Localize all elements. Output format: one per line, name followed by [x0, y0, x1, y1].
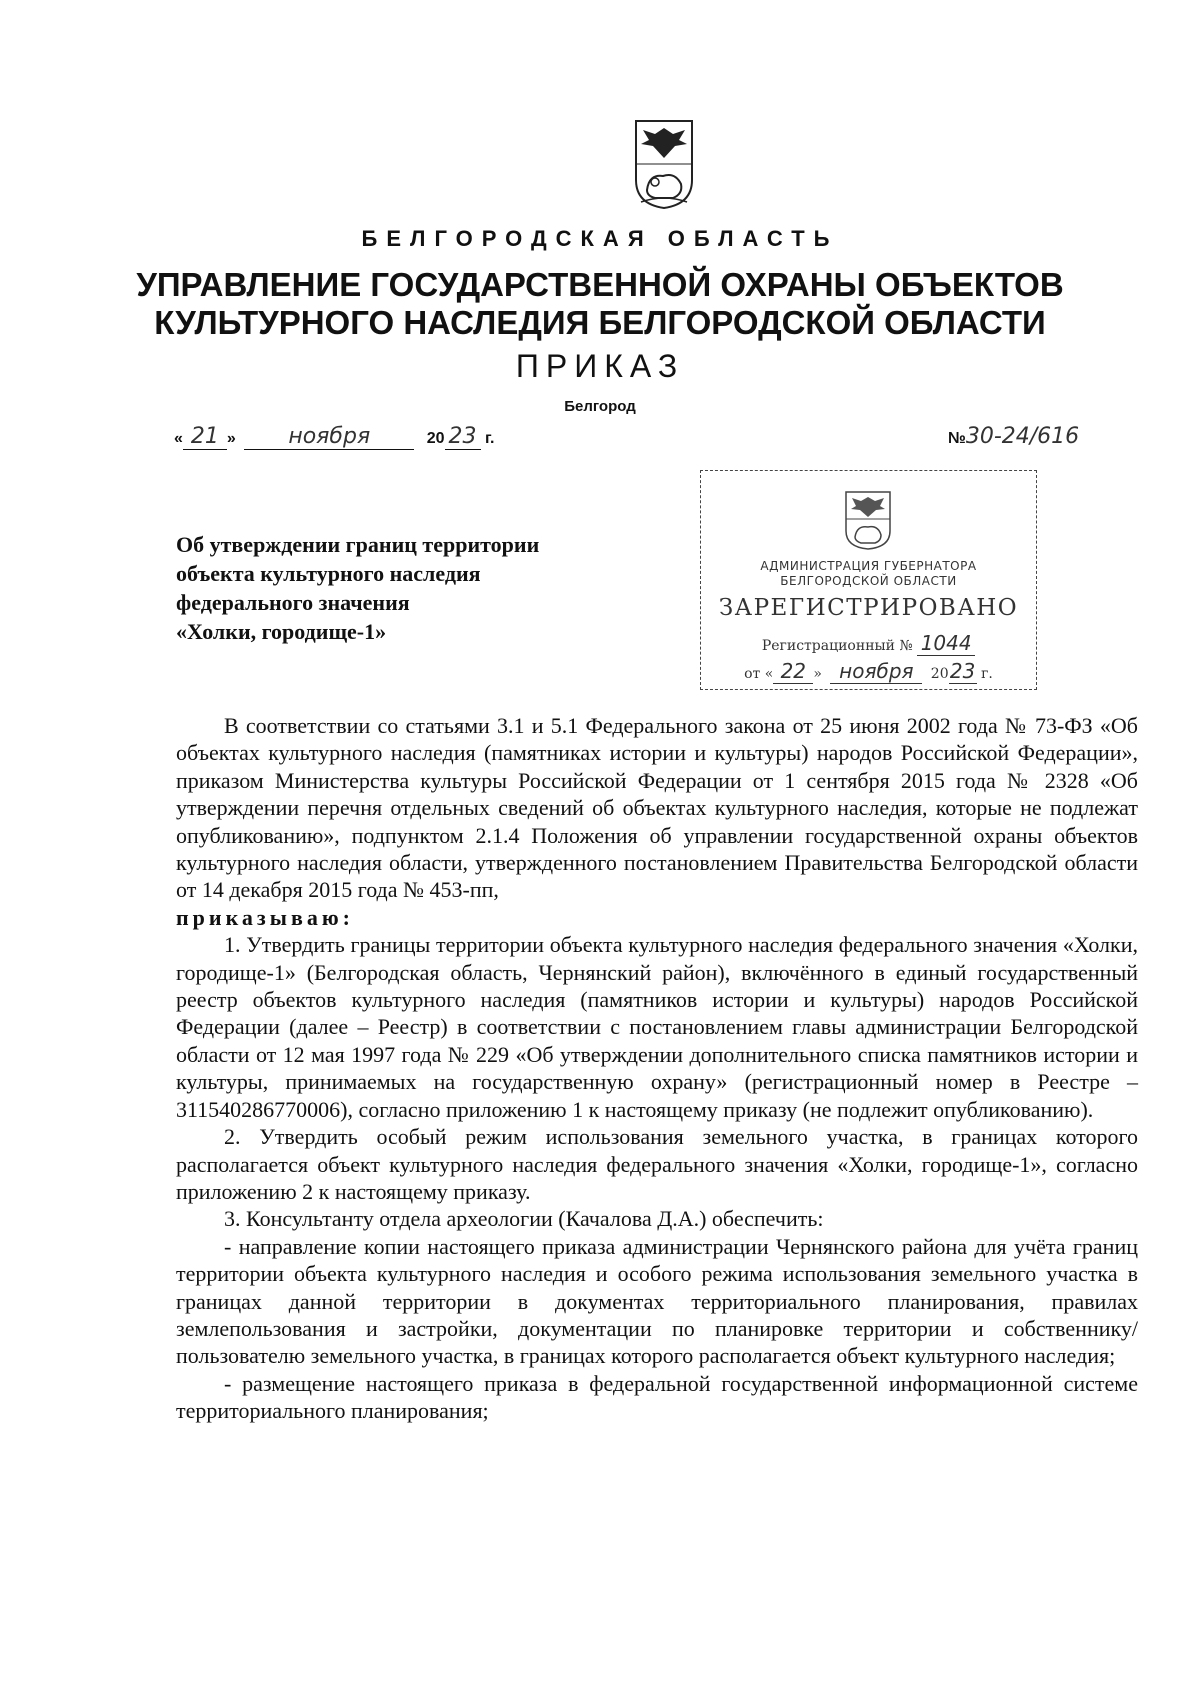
order-word: приказываю: — [176, 904, 354, 930]
order-body — [176, 712, 1138, 1425]
stamp-registration-number — [701, 631, 1036, 656]
stamp-day: 22 — [773, 659, 813, 684]
date-year-mark: г. — [484, 430, 495, 447]
city-name: Белгород — [564, 398, 636, 415]
number-prefix: № — [948, 430, 966, 447]
order-date — [174, 424, 494, 450]
stamp-admin-line-2: БЕЛГОРОДСКОЙ ОБЛАСТИ — [780, 574, 957, 588]
coat-of-arms-icon — [633, 118, 695, 210]
item-1: 1. Утвердить границы территории объекта культурного наследия федерального значения «Холки, городище-1» (Белгородская область, Чернянский район), включённого в единый государственный реестр объектов культурного наследия (памятников истории и культуры) народов Российской Федерации (далее – Реестр) в соответствии с постановлением главы администрации Белгородской области от 12 мая 1997 года № 229 «Об утверждении дополнительного списка памятников истории и культуры, принимаемых на государственную охрану» (регистрационный номер в Реестре – 311540286770006), согласно приложению 1 к настоящему приказу (не подлежит опубликованию). — [176, 932, 1138, 1122]
stamp-close-quote: » — [813, 666, 822, 682]
stamp-month: ноября — [830, 659, 922, 684]
item-2: 2. Утвердить особый режим использования земельного участка, в границах которого располагается объект культурного наследия федерального значения «Холки, городище-1», согласно приложению 2 к настоящему приказу. — [176, 1124, 1138, 1204]
stamp-year-suffix: 23 — [949, 659, 976, 683]
region-name: БЕЛГОРОДСКАЯ ОБЛАСТЬ — [361, 226, 839, 251]
subject-line-1: Об утверждении границ территории — [176, 532, 540, 557]
subject-line-3: федерального значения — [176, 590, 410, 615]
stamp-registration-date — [701, 659, 1036, 684]
stamp-status: ЗАРЕГИСТРИРОВАНО — [718, 595, 1019, 621]
date-year-suffix: 23 — [445, 424, 481, 450]
preamble-paragraph — [176, 712, 1138, 904]
subject-line-4: «Холки, городище-1» — [176, 619, 387, 644]
stamp-admin-line-1: АДМИНИСТРАЦИЯ ГУБЕРНАТОРА — [760, 559, 977, 573]
stamp-year-mark: г. — [981, 666, 993, 682]
order-number — [948, 424, 1106, 449]
organization-line-1: УПРАВЛЕНИЕ ГОСУДАРСТВЕННОЙ ОХРАНЫ ОБЪЕКТОВ — [136, 266, 1064, 303]
stamp-regnum-value: 1044 — [917, 631, 975, 656]
stamp-regnum-label: Регистрационный № — [761, 638, 913, 654]
order-subject — [176, 530, 616, 646]
document-type: ПРИКАЗ — [515, 348, 685, 384]
stamp-year-prefix: 20 — [930, 666, 949, 682]
registration-stamp — [700, 470, 1037, 690]
stamp-admin — [701, 559, 1036, 589]
order-word-paragraph — [176, 904, 1138, 931]
subject-line-2: объекта культурного наследия — [176, 561, 481, 586]
date-day: 21 — [183, 424, 227, 450]
date-month: ноября — [244, 424, 414, 450]
stamp-from-label: от « — [744, 666, 774, 682]
date-year-prefix: 20 — [426, 430, 445, 447]
organization-name — [0, 266, 1200, 342]
organization-line-2: КУЛЬТУРНОГО НАСЛЕДИЯ БЕЛГОРОДСКОЙ ОБЛАСТИ — [154, 304, 1046, 341]
number-value: 30-24/616 — [965, 424, 1080, 449]
date-close-quote: » — [226, 430, 236, 447]
date-open-quote: « — [174, 430, 183, 447]
stamp-emblem-icon — [843, 489, 893, 551]
preamble-text: В соответствии со статьями 3.1 и 5.1 Федерального закона от 25 июня 2002 года № 73-ФЗ «Об объектах культурного наследия (памятниках истории и культуры) народов Российской Федерации», приказом Министерства культуры Российской Федерации от 1 сентября 2015 года № 2328 «Об утверждении перечня отдельных сведений об объектах культурного наследия, которые не подлежат опубликованию», подпунктом 2.1.4 Положения об управлении государственной охраны объектов культурного наследия области, утвержденного постановлением Правительства Белгородской области от 14 декабря 2015 года № 453-пп, — [176, 713, 1138, 903]
item-3-bullet-1: - направление копии настоящего приказа администрации Чернянского района для учёта границ территории объекта культурного наследия и особого режима использования земельного участка в границах данной территории в документах территориального планирования, правилах землепользования и застройки, документации по планировке территории и собственнику/пользователю земельного участка, в границах которого располагается объект культурного наследия; — [176, 1233, 1138, 1369]
item-3: 3. Консультанту отдела археологии (Качалова Д.А.) обеспечить: — [224, 1206, 824, 1232]
item-3-bullet-2: - размещение настоящего приказа в федеральной государственной информационной системе территориального планирования; — [176, 1370, 1138, 1424]
